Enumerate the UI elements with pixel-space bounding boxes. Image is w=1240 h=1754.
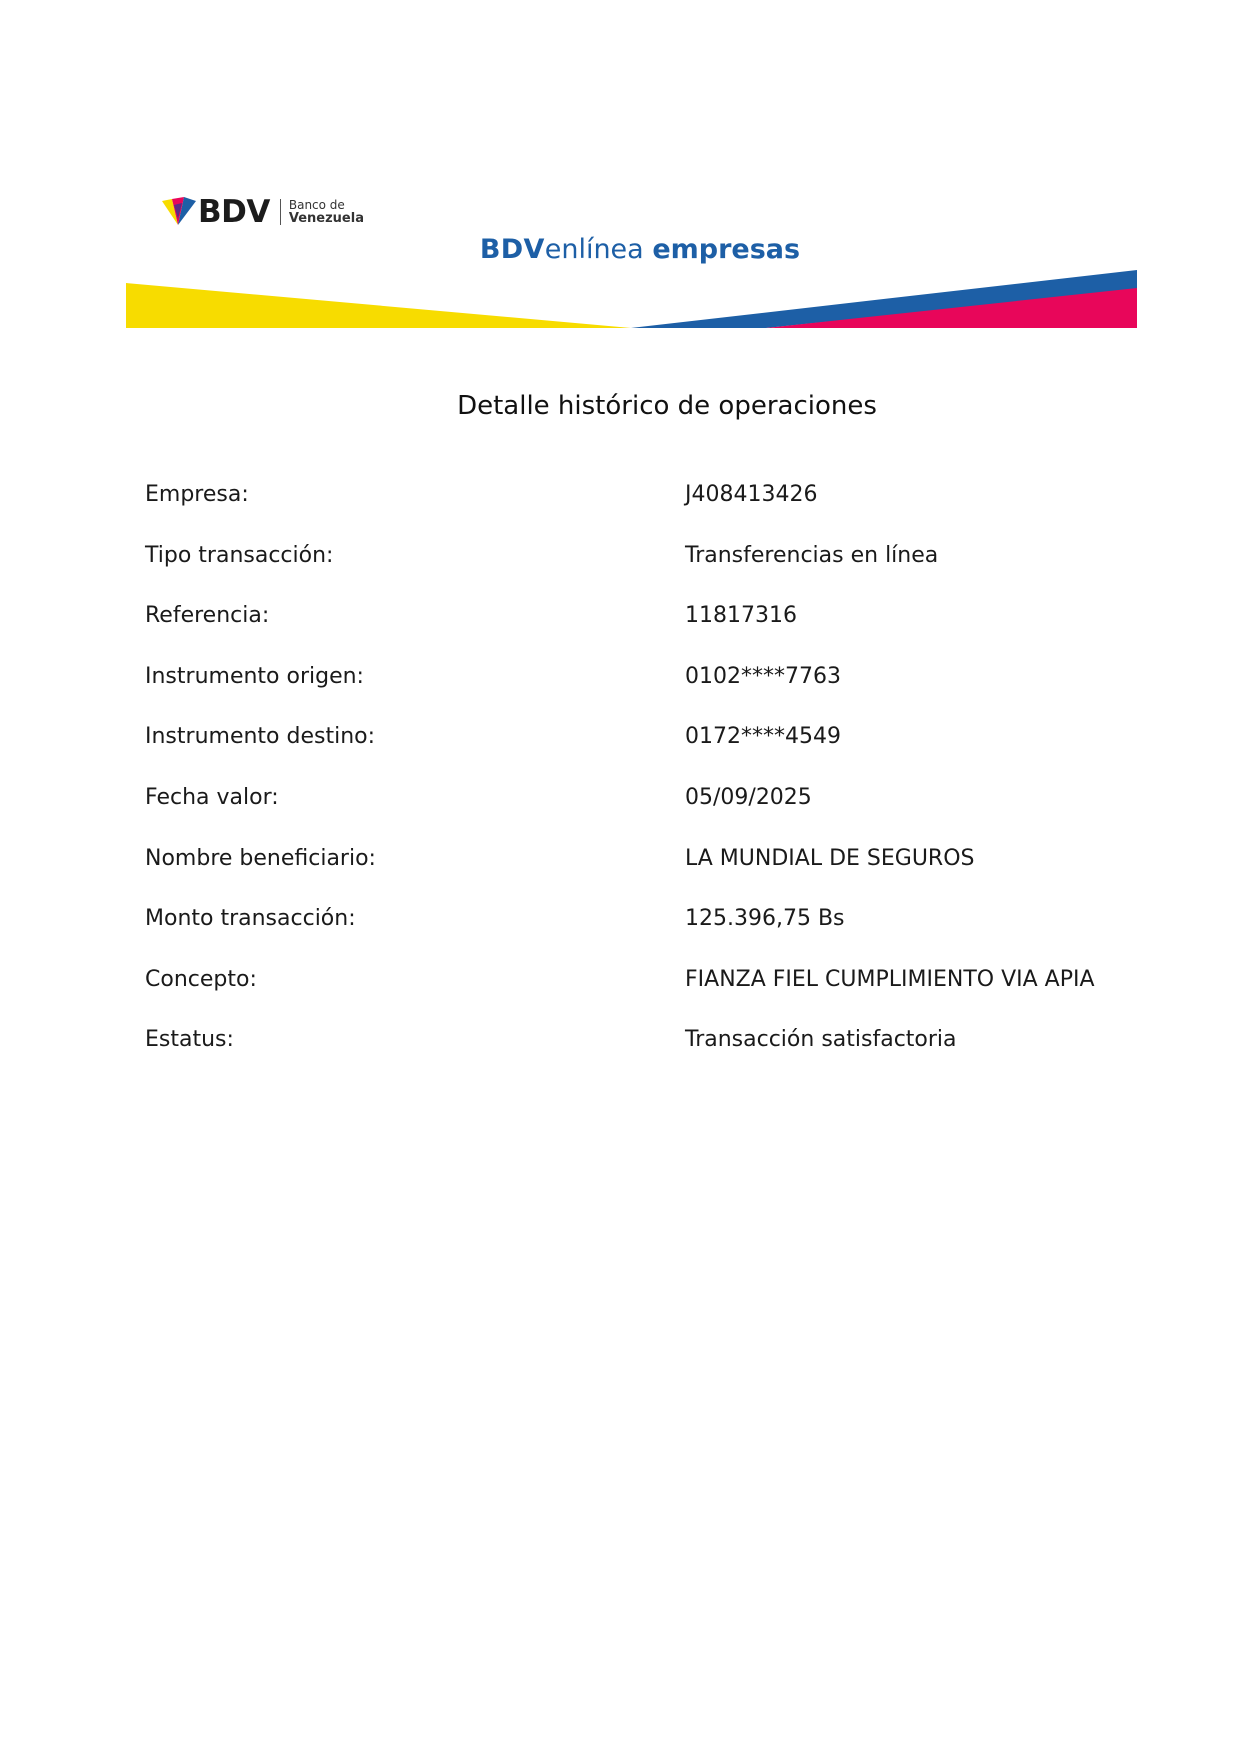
- brand-part-enlinea: enlínea: [544, 234, 644, 265]
- detail-row-monto-transaccion: [145, 901, 1145, 962]
- detail-value: 0172****4549: [685, 724, 841, 750]
- detail-label: Estatus:: [145, 1027, 234, 1053]
- detail-label: Monto transacción:: [145, 906, 356, 932]
- detail-value: 11817316: [685, 603, 797, 629]
- brand-part-bdv: BDV: [479, 234, 545, 265]
- detail-value: 0102****7763: [685, 663, 841, 689]
- detail-row-empresa: [145, 477, 1145, 538]
- detail-label: Instrumento destino:: [145, 724, 376, 750]
- bank-logo: [162, 192, 364, 232]
- detail-row-nombre-beneficiario: [145, 841, 1145, 902]
- detail-value: Transacción satisfactoria: [685, 1027, 957, 1053]
- bdv-logo-icon: [162, 197, 196, 227]
- logo-separator: [280, 199, 281, 225]
- detail-value: LA MUNDIAL DE SEGUROS: [685, 845, 975, 871]
- detail-row-tipo-transaccion: [145, 538, 1145, 599]
- detail-row-concepto: [145, 962, 1145, 1023]
- detail-row-instrumento-origen: [145, 659, 1145, 720]
- page-title: Detalle histórico de operaciones: [457, 391, 877, 421]
- detail-row-referencia: [145, 598, 1145, 659]
- detail-label: Tipo transacción:: [145, 542, 334, 568]
- logo-bank-name: [289, 199, 364, 225]
- header-color-band: [126, 268, 1137, 330]
- detail-value: 125.396,75 Bs: [685, 906, 845, 932]
- detail-value: FIANZA FIEL CUMPLIMIENTO VIA APIA: [685, 966, 1095, 992]
- brand-part-empresas: empresas: [652, 234, 801, 265]
- detail-label: Referencia:: [145, 603, 270, 629]
- detail-value: J408413426: [685, 482, 818, 507]
- band-yellow-wedge: [126, 283, 631, 328]
- detail-row-estatus: [145, 1022, 1145, 1083]
- operation-details: [145, 477, 1145, 1083]
- detail-row-instrumento-destino: [145, 719, 1145, 780]
- detail-label: Nombre beneficiario:: [145, 845, 376, 871]
- detail-label: Empresa:: [145, 482, 249, 507]
- online-banking-brand: [0, 232, 1240, 268]
- detail-label: Concepto:: [145, 966, 257, 992]
- detail-row-fecha-valor: [145, 780, 1145, 841]
- logo-bank-line1: Banco de: [288, 198, 345, 212]
- logo-short-name: BDV: [198, 194, 270, 230]
- detail-value: Transferencias en línea: [685, 542, 939, 568]
- logo-bank-line2: Venezuela: [288, 211, 364, 226]
- detail-value: 05/09/2025: [685, 784, 812, 810]
- detail-label: Instrumento origen:: [145, 663, 364, 689]
- detail-label: Fecha valor:: [145, 784, 279, 810]
